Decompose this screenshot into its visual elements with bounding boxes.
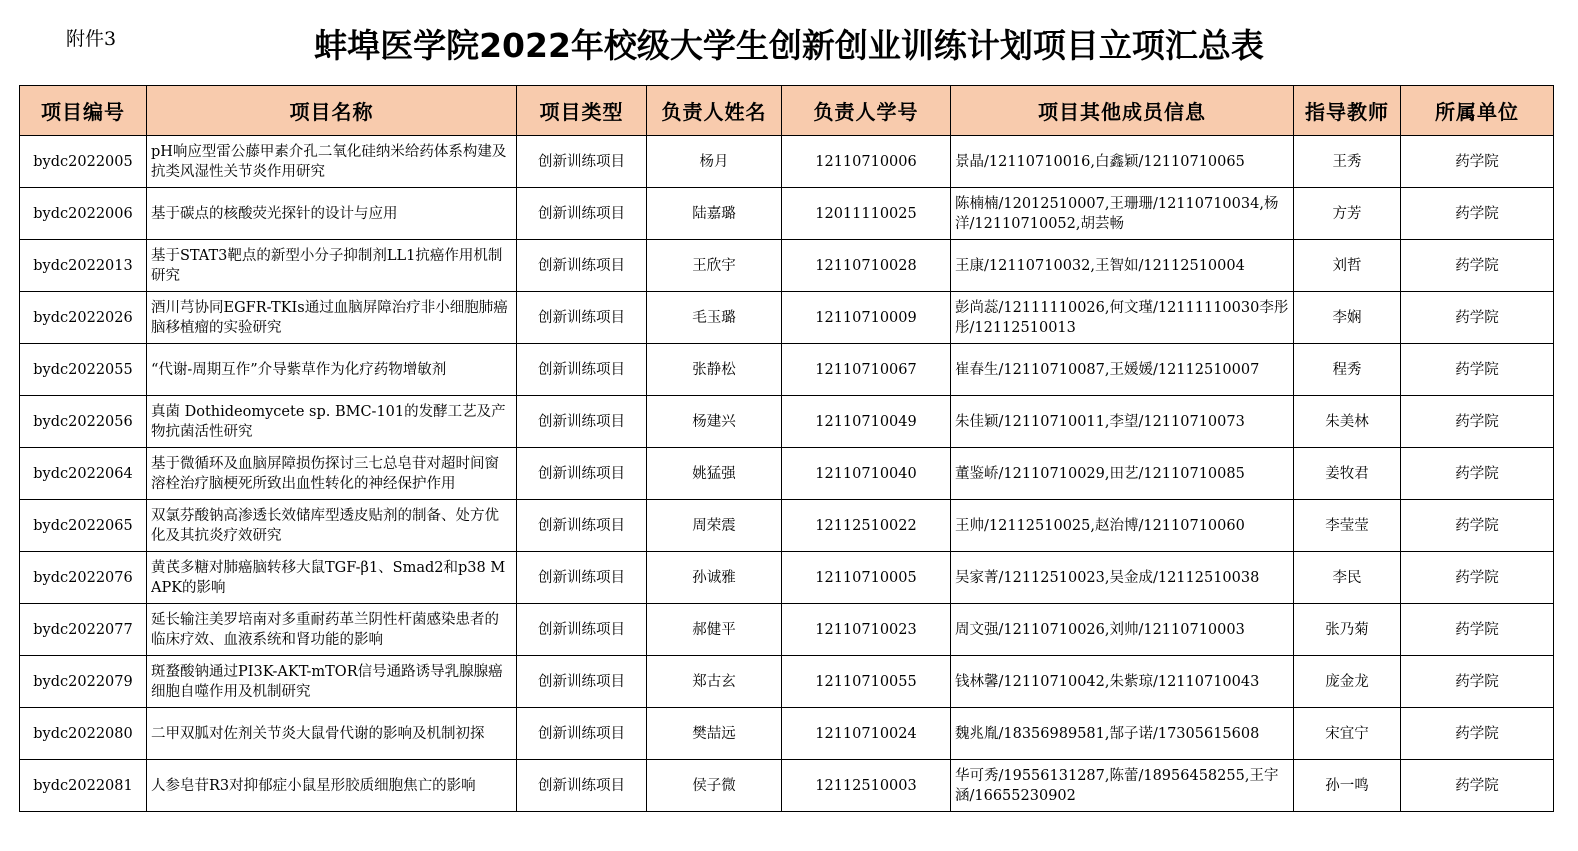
cell-project-name (147, 604, 517, 656)
project-summary-table (19, 85, 1554, 812)
cell-advisor: 庞金龙 (1294, 656, 1401, 708)
cell-other-members-text: 王帅/12112510025,赵治博/12110710060 (955, 517, 1245, 534)
cell-leader-name: 王欣宇 (647, 240, 782, 292)
cell-project-id: bydc2022079 (20, 656, 147, 708)
cell-advisor: 李莹莹 (1294, 500, 1401, 552)
cell-leader-name: 郑古玄 (647, 656, 782, 708)
cell-leader-name: 杨月 (647, 136, 782, 188)
table-row (20, 396, 1554, 448)
cell-unit: 药学院 (1401, 448, 1554, 500)
cell-leader-student-no: 12110710055 (782, 656, 951, 708)
cell-project-id: bydc2022005 (20, 136, 147, 188)
cell-project-name-text: 延长输注美罗培南对多重耐药革兰阴性杆菌感染患者的临床疗效、血液系统和肾功能的影响 (151, 611, 499, 648)
cell-other-members (951, 708, 1294, 760)
cell-other-members (951, 760, 1294, 812)
table-body (20, 136, 1554, 812)
cell-advisor: 张乃菊 (1294, 604, 1401, 656)
cell-advisor: 姜牧君 (1294, 448, 1401, 500)
cell-advisor: 王秀 (1294, 136, 1401, 188)
table-row (20, 500, 1554, 552)
cell-advisor: 刘哲 (1294, 240, 1401, 292)
cell-project-id: bydc2022026 (20, 292, 147, 344)
cell-unit: 药学院 (1401, 656, 1554, 708)
cell-unit: 药学院 (1401, 240, 1554, 292)
table-row (20, 344, 1554, 396)
cell-other-members-text: 华可秀/19556131287,陈蕾/18956458255,王宇涵/16655230902 (955, 767, 1279, 804)
cell-unit: 药学院 (1401, 708, 1554, 760)
cell-leader-student-no: 12110710049 (782, 396, 951, 448)
cell-leader-name: 樊喆远 (647, 708, 782, 760)
cell-other-members-text: 魏兆胤/18356989581,郜子诺/17305615608 (955, 725, 1260, 742)
cell-other-members (951, 552, 1294, 604)
cell-leader-student-no: 12110710024 (782, 708, 951, 760)
cell-advisor: 孙一鸣 (1294, 760, 1401, 812)
cell-project-type: 创新训练项目 (517, 604, 647, 656)
table-row (20, 604, 1554, 656)
cell-other-members-text: 陈楠楠/12012510007,王珊珊/12110710034,杨洋/12110710052,胡芸畅 (955, 195, 1279, 232)
cell-other-members-text: 崔春生/12110710087,王媛媛/12112510007 (955, 361, 1260, 378)
cell-leader-name: 张静松 (647, 344, 782, 396)
cell-leader-student-no: 12110710009 (782, 292, 951, 344)
header-unit: 所属单位 (1401, 86, 1554, 136)
header-other-members: 项目其他成员信息 (951, 86, 1294, 136)
cell-leader-student-no: 12112510003 (782, 760, 951, 812)
cell-other-members-text: 朱佳颖/12110710011,李望/12110710073 (955, 413, 1245, 430)
cell-project-name-text: “代谢-周期互作”介导紫草作为化疗药物增敏剂 (151, 361, 447, 378)
cell-project-id: bydc2022080 (20, 708, 147, 760)
header-advisor: 指导教师 (1294, 86, 1401, 136)
cell-project-type: 创新训练项目 (517, 240, 647, 292)
cell-unit: 药学院 (1401, 552, 1554, 604)
cell-leader-name: 孙诚雅 (647, 552, 782, 604)
cell-advisor: 朱美林 (1294, 396, 1401, 448)
cell-other-members-text: 周文强/12110710026,刘帅/12110710003 (955, 621, 1245, 638)
cell-project-name (147, 292, 517, 344)
cell-project-name (147, 500, 517, 552)
table-row (20, 240, 1554, 292)
cell-project-name (147, 396, 517, 448)
cell-project-name (147, 240, 517, 292)
cell-other-members (951, 448, 1294, 500)
cell-advisor: 程秀 (1294, 344, 1401, 396)
cell-project-name (147, 448, 517, 500)
cell-project-type: 创新训练项目 (517, 448, 647, 500)
cell-leader-name: 侯子微 (647, 760, 782, 812)
cell-project-type: 创新训练项目 (517, 188, 647, 240)
cell-unit: 药学院 (1401, 500, 1554, 552)
cell-project-name-text: 黄芪多糖对肺癌脑转移大鼠TGF-β1、Smad2和p38 MAPK的影响 (151, 559, 506, 596)
cell-project-name (147, 656, 517, 708)
cell-project-type: 创新训练项目 (517, 136, 647, 188)
cell-project-id: bydc2022006 (20, 188, 147, 240)
cell-project-id: bydc2022064 (20, 448, 147, 500)
cell-leader-name: 陆嘉璐 (647, 188, 782, 240)
cell-other-members-text: 王康/12110710032,王智如/12112510004 (955, 257, 1245, 274)
table-row (20, 708, 1554, 760)
header-project-name: 项目名称 (147, 86, 517, 136)
table-row (20, 760, 1554, 812)
cell-project-name-text: 基于碳点的核酸荧光探针的设计与应用 (151, 205, 398, 222)
cell-project-name-text: 人参皂苷R3对抑郁症小鼠星形胶质细胞焦亡的影响 (151, 777, 476, 794)
cell-project-type: 创新训练项目 (517, 708, 647, 760)
cell-project-id: bydc2022065 (20, 500, 147, 552)
cell-leader-student-no: 12110710028 (782, 240, 951, 292)
cell-leader-name: 毛玉璐 (647, 292, 782, 344)
cell-advisor: 李娴 (1294, 292, 1401, 344)
table-row (20, 188, 1554, 240)
cell-unit: 药学院 (1401, 136, 1554, 188)
header-leader-student-no: 负责人学号 (782, 86, 951, 136)
cell-other-members (951, 240, 1294, 292)
cell-other-members (951, 500, 1294, 552)
cell-unit: 药学院 (1401, 292, 1554, 344)
cell-project-id: bydc2022081 (20, 760, 147, 812)
cell-other-members (951, 396, 1294, 448)
cell-leader-student-no: 12110710005 (782, 552, 951, 604)
cell-leader-student-no: 12110710040 (782, 448, 951, 500)
page-title: 蚌埠医学院2022年校级大学生创新创业训练计划项目立项汇总表 (314, 26, 1264, 65)
cell-leader-name: 姚猛强 (647, 448, 782, 500)
table-header-row (20, 86, 1554, 136)
cell-project-name-text: 真菌 Dothideomycete sp. BMC-101的发酵工艺及产物抗菌活性研究 (151, 403, 506, 440)
table-row (20, 552, 1554, 604)
cell-project-name-text: 酒川芎协同EGFR-TKIs通过血脑屏障治疗非小细胞肺癌脑移植瘤的实验研究 (151, 299, 508, 336)
cell-project-name (147, 344, 517, 396)
table-row (20, 292, 1554, 344)
cell-project-type: 创新训练项目 (517, 396, 647, 448)
cell-leader-student-no: 12110710006 (782, 136, 951, 188)
attachment-label: 附件3 (66, 28, 117, 50)
cell-other-members (951, 344, 1294, 396)
cell-project-name-text: 双氯芬酸钠高渗透长效储库型透皮贴剂的制备、处方优化及其抗炎疗效研究 (151, 507, 499, 544)
cell-unit: 药学院 (1401, 604, 1554, 656)
cell-project-id: bydc2022076 (20, 552, 147, 604)
cell-project-type: 创新训练项目 (517, 760, 647, 812)
cell-project-name-text: 基于STAT3靶点的新型小分子抑制剂LL1抗癌作用机制研究 (151, 247, 503, 284)
header-project-id: 项目编号 (20, 86, 147, 136)
cell-leader-name: 周荣震 (647, 500, 782, 552)
cell-leader-student-no: 12112510022 (782, 500, 951, 552)
cell-project-id: bydc2022077 (20, 604, 147, 656)
cell-project-name (147, 188, 517, 240)
cell-other-members (951, 136, 1294, 188)
cell-project-type: 创新训练项目 (517, 344, 647, 396)
cell-project-id: bydc2022013 (20, 240, 147, 292)
cell-advisor: 李民 (1294, 552, 1401, 604)
cell-other-members-text: 彭尚蕊/12111110026,何文瑾/12111110030李彤彤/12112510013 (955, 299, 1289, 336)
cell-unit: 药学院 (1401, 760, 1554, 812)
cell-unit: 药学院 (1401, 344, 1554, 396)
cell-leader-name: 杨建兴 (647, 396, 782, 448)
cell-project-name-text: 斑蝥酸钠通过PI3K-AKT-mTOR信号通路诱导乳腺腺癌细胞自噬作用及机制研究 (151, 663, 503, 700)
cell-other-members-text: 董鉴峤/12110710029,田艺/12110710085 (955, 465, 1245, 482)
table-row (20, 448, 1554, 500)
cell-other-members-text: 钱林馨/12110710042,朱紫琼/12110710043 (955, 673, 1260, 690)
cell-other-members (951, 292, 1294, 344)
cell-leader-student-no: 12110710067 (782, 344, 951, 396)
cell-project-name-text: 二甲双胍对佐剂关节炎大鼠骨代谢的影响及机制初探 (151, 725, 485, 742)
cell-project-name (147, 708, 517, 760)
cell-leader-student-no: 12011110025 (782, 188, 951, 240)
header-project-type: 项目类型 (517, 86, 647, 136)
cell-project-id: bydc2022055 (20, 344, 147, 396)
cell-other-members (951, 188, 1294, 240)
cell-project-type: 创新训练项目 (517, 292, 647, 344)
cell-project-name (147, 136, 517, 188)
cell-unit: 药学院 (1401, 188, 1554, 240)
cell-project-name-text: 基于微循环及血脑屏障损伤探讨三七总皂苷对超时间窗溶栓治疗脑梗死所致出血性转化的神经保护作用 (151, 455, 499, 492)
cell-advisor: 宋宜宁 (1294, 708, 1401, 760)
cell-other-members-text: 吴家菁/12112510023,吴金成/12112510038 (955, 569, 1260, 586)
cell-other-members-text: 景晶/12110710016,白鑫颖/12110710065 (955, 153, 1245, 170)
header-leader-name: 负责人姓名 (647, 86, 782, 136)
cell-other-members (951, 604, 1294, 656)
cell-project-name-text: pH响应型雷公藤甲素介孔二氧化硅纳米给药体系构建及抗类风湿性关节炎作用研究 (151, 143, 507, 180)
table-row (20, 656, 1554, 708)
cell-other-members (951, 656, 1294, 708)
cell-project-type: 创新训练项目 (517, 656, 647, 708)
cell-project-type: 创新训练项目 (517, 500, 647, 552)
cell-project-type: 创新训练项目 (517, 552, 647, 604)
cell-leader-student-no: 12110710023 (782, 604, 951, 656)
cell-project-name (147, 552, 517, 604)
table-row (20, 136, 1554, 188)
cell-unit: 药学院 (1401, 396, 1554, 448)
cell-project-id: bydc2022056 (20, 396, 147, 448)
cell-project-name (147, 760, 517, 812)
cell-leader-name: 郝健平 (647, 604, 782, 656)
cell-advisor: 方芳 (1294, 188, 1401, 240)
